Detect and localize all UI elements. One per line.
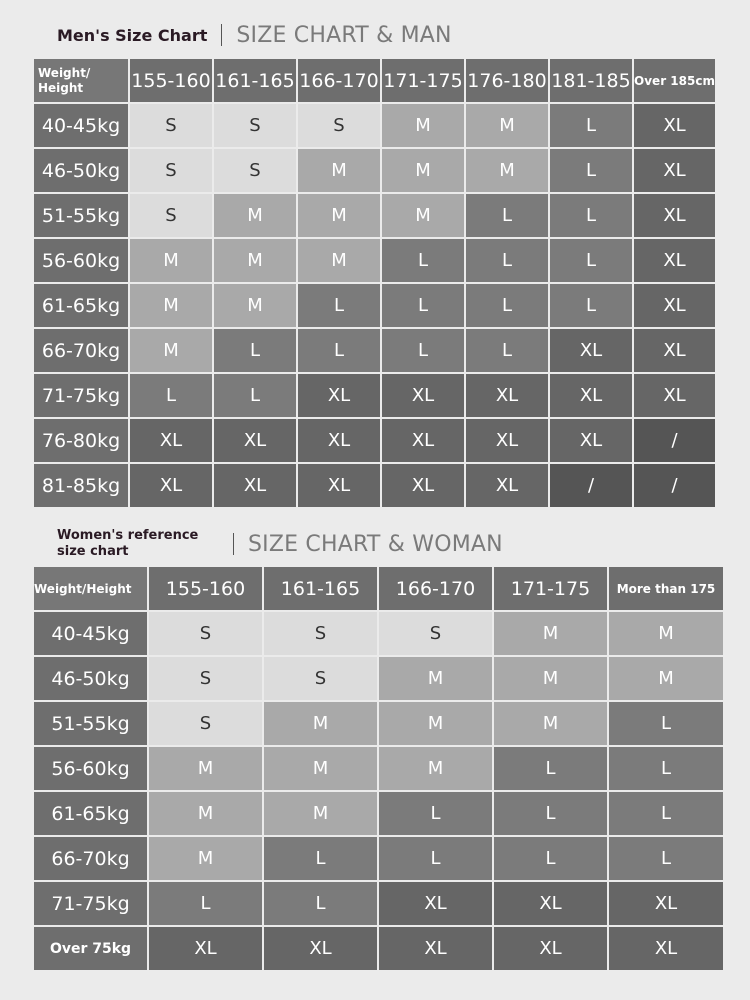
size-cell: M [214, 194, 296, 237]
size-cell: XL [379, 927, 492, 970]
table-row [34, 194, 715, 237]
weight-row-header: 51-55kg [34, 702, 147, 745]
size-cell: XL [466, 464, 548, 507]
size-cell: M [379, 657, 492, 700]
size-cell: M [382, 194, 464, 237]
size-cell: XL [550, 329, 632, 372]
table-row [34, 747, 723, 790]
size-cell: M [149, 837, 262, 880]
men-table-body [34, 104, 715, 507]
size-cell: M [264, 747, 377, 790]
size-cell: L [550, 194, 632, 237]
size-cell: S [379, 612, 492, 655]
size-cell: M [609, 612, 723, 655]
size-cell: S [149, 702, 262, 745]
table-row [34, 239, 715, 282]
size-cell: XL [550, 374, 632, 417]
size-cell: XL [634, 329, 715, 372]
weight-row-header: 61-65kg [34, 284, 128, 327]
size-cell: XL [382, 464, 464, 507]
size-cell: L [379, 837, 492, 880]
size-cell: L [609, 747, 723, 790]
size-cell: M [130, 239, 212, 282]
size-cell: M [379, 702, 492, 745]
size-cell: XL [609, 882, 723, 925]
weight-row-header: 81-85kg [34, 464, 128, 507]
size-cell: L [494, 837, 607, 880]
women-title-large: SIZE CHART & WOMAN [248, 531, 503, 557]
size-cell: L [130, 374, 212, 417]
weight-row-header: 66-70kg [34, 329, 128, 372]
size-cell: S [264, 657, 377, 700]
table-row [34, 927, 723, 970]
weight-row-header: 40-45kg [34, 104, 128, 147]
size-cell: M [466, 104, 548, 147]
size-cell: XL [214, 464, 296, 507]
size-cell: M [214, 239, 296, 282]
size-cell: M [466, 149, 548, 192]
height-column-header: 166-170 [298, 59, 380, 102]
size-cell: L [264, 882, 377, 925]
height-column-header: Over 185cm [634, 59, 715, 102]
size-cell: XL [550, 419, 632, 462]
size-cell: XL [214, 419, 296, 462]
heading-divider [221, 24, 222, 46]
size-cell: L [149, 882, 262, 925]
size-cell: M [382, 104, 464, 147]
height-column-header: 161-165 [264, 567, 377, 610]
size-cell: L [609, 702, 723, 745]
size-cell: M [149, 747, 262, 790]
size-cell: / [550, 464, 632, 507]
size-cell: XL [494, 927, 607, 970]
men-title-large: SIZE CHART & MAN [236, 22, 452, 48]
size-cell: XL [264, 927, 377, 970]
table-row [34, 284, 715, 327]
size-cell: L [379, 792, 492, 835]
weight-row-header: 56-60kg [34, 239, 128, 282]
size-cell: XL [298, 419, 380, 462]
weight-row-header: 66-70kg [34, 837, 147, 880]
size-cell: L [298, 329, 380, 372]
size-cell: M [379, 747, 492, 790]
table-row [34, 612, 723, 655]
size-cell: S [130, 194, 212, 237]
size-cell: M [494, 702, 607, 745]
size-cell: XL [634, 374, 715, 417]
size-cell: L [382, 329, 464, 372]
size-cell: M [149, 792, 262, 835]
table-row [34, 329, 715, 372]
size-cell: M [298, 149, 380, 192]
women-section [0, 515, 750, 1000]
table-row [34, 104, 715, 147]
weight-row-header: 40-45kg [34, 612, 147, 655]
corner-header: Weight/Height [34, 567, 147, 610]
women-title-small: Women's reference size chart [57, 528, 199, 559]
size-cell: L [214, 374, 296, 417]
table-row [34, 464, 715, 507]
women-size-table [32, 565, 725, 972]
size-cell: S [149, 657, 262, 700]
table-row [34, 837, 723, 880]
height-column-header: More than 175 [609, 567, 723, 610]
height-column-header: 171-175 [494, 567, 607, 610]
women-heading [57, 527, 503, 561]
size-cell: S [149, 612, 262, 655]
size-cell: S [264, 612, 377, 655]
size-cell: XL [466, 419, 548, 462]
size-cell: XL [382, 374, 464, 417]
size-cell: L [298, 284, 380, 327]
size-cell: M [264, 702, 377, 745]
size-cell: XL [466, 374, 548, 417]
height-column-header: 161-165 [214, 59, 296, 102]
size-cell: S [298, 104, 380, 147]
size-cell: XL [634, 239, 715, 282]
corner-header: Weight/ Height [34, 59, 128, 102]
table-row [34, 419, 715, 462]
height-column-header: 155-160 [130, 59, 212, 102]
size-cell: XL [298, 464, 380, 507]
size-cell: XL [149, 927, 262, 970]
size-cell: L [466, 194, 548, 237]
size-cell: L [609, 837, 723, 880]
women-table-header [34, 567, 723, 610]
size-cell: XL [634, 104, 715, 147]
size-cell: L [382, 284, 464, 327]
size-cell: L [494, 747, 607, 790]
size-cell: S [214, 149, 296, 192]
table-row [34, 149, 715, 192]
weight-row-header: Over 75kg [34, 927, 147, 970]
size-cell: S [130, 104, 212, 147]
size-cell: XL [634, 194, 715, 237]
table-row [34, 657, 723, 700]
height-column-header: 155-160 [149, 567, 262, 610]
weight-row-header: 51-55kg [34, 194, 128, 237]
size-cell: S [130, 149, 212, 192]
size-cell: L [466, 329, 548, 372]
size-cell: M [609, 657, 723, 700]
women-table-body [34, 612, 723, 970]
size-cell: L [550, 239, 632, 282]
size-cell: L [466, 284, 548, 327]
size-cell: XL [494, 882, 607, 925]
size-cell: L [264, 837, 377, 880]
size-cell: M [494, 612, 607, 655]
size-cell: XL [130, 464, 212, 507]
size-cell: L [550, 284, 632, 327]
size-cell: L [214, 329, 296, 372]
size-cell: XL [609, 927, 723, 970]
size-cell: XL [130, 419, 212, 462]
size-cell: M [264, 792, 377, 835]
men-table-header [34, 59, 715, 102]
weight-row-header: 46-50kg [34, 657, 147, 700]
men-title-small: Men's Size Chart [57, 25, 208, 45]
size-cell: XL [634, 149, 715, 192]
size-cell: L [550, 104, 632, 147]
height-column-header: 176-180 [466, 59, 548, 102]
size-cell: M [214, 284, 296, 327]
weight-row-header: 61-65kg [34, 792, 147, 835]
height-column-header: 181-185 [550, 59, 632, 102]
heading-divider [233, 533, 234, 555]
size-cell: M [130, 284, 212, 327]
table-row [34, 374, 715, 417]
weight-row-header: 71-75kg [34, 882, 147, 925]
size-cell: XL [298, 374, 380, 417]
size-cell: XL [379, 882, 492, 925]
size-cell: L [494, 792, 607, 835]
size-cell: L [466, 239, 548, 282]
height-column-header: 166-170 [379, 567, 492, 610]
size-cell: XL [382, 419, 464, 462]
size-cell: / [634, 419, 715, 462]
men-heading [57, 20, 452, 50]
size-cell: M [130, 329, 212, 372]
size-cell: M [298, 239, 380, 282]
weight-row-header: 46-50kg [34, 149, 128, 192]
size-cell: L [382, 239, 464, 282]
table-row [34, 882, 723, 925]
size-cell: L [609, 792, 723, 835]
men-size-table [32, 57, 717, 509]
weight-row-header: 76-80kg [34, 419, 128, 462]
size-cell: S [214, 104, 296, 147]
table-row [34, 702, 723, 745]
weight-row-header: 71-75kg [34, 374, 128, 417]
size-cell: L [550, 149, 632, 192]
weight-row-header: 56-60kg [34, 747, 147, 790]
table-row [34, 792, 723, 835]
height-column-header: 171-175 [382, 59, 464, 102]
size-cell: / [634, 464, 715, 507]
size-cell: M [298, 194, 380, 237]
size-cell: XL [634, 284, 715, 327]
size-cell: M [382, 149, 464, 192]
size-cell: M [494, 657, 607, 700]
